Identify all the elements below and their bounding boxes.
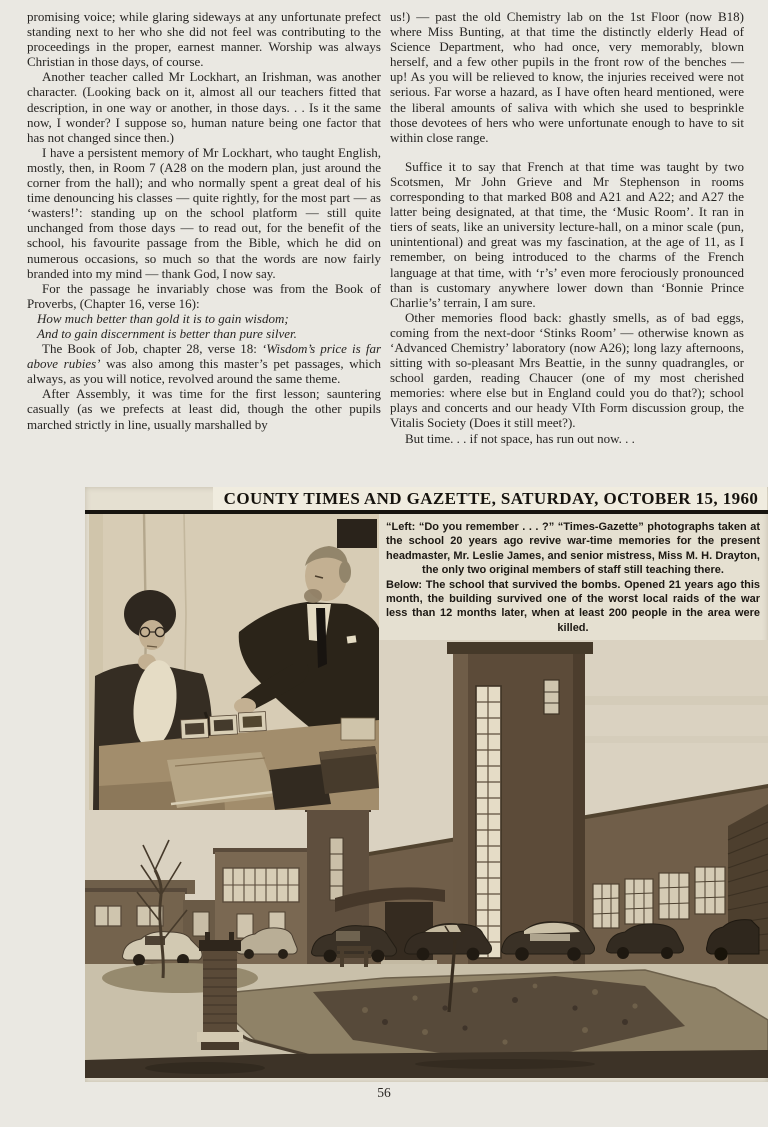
caption-paragraph: Below: The school that survived the bombs. Opened 21 years ago this month, the building survived one of the worst local raids of the war less than 12 months later, when at least 200 people in the area were killed. (386, 578, 760, 634)
article-paragraph: After Assembly, it was time for the first lesson; sauntering casually (as we prefects at least did, though the other pupils marched strictly in line, usually marshalled by (27, 386, 381, 432)
caption-paragraph: “Left: “Do you remember . . . ?” “Times-Gazette” photographs taken at the school 20 years ago revive war-time memories for the present headmaster, Mr. Leslie James, and senior mistress, Miss M. H. Drayton, the only two original members of staff still teaching there. (386, 521, 760, 577)
newspaper-masthead: COUNTY TIMES AND GAZETTE, SATURDAY, OCTOBER 15, 1960 (223, 489, 759, 508)
tower-small-window (544, 680, 559, 714)
photo-corner-mark (337, 519, 377, 548)
article-paragraph: But time. . . if not space, has run out now. . . (405, 430, 635, 446)
article-paragraph: I have a persistent memory of Mr Lockhart, who taught English, mostly, then, in Room 7 (A28 on the modern plan, just around the corner from the hall); and who normally spent a great deal of his time denouncing his classes — quite rightly, for the most part — as ‘wasters!’: standing up on the school platform — still quite unchanged from those days — to read out, for the benefit of the school, his favourite passage from the Bible, which he did on numerous occasions, so much so that the words are now fairly branded into my mind — thank God, I now say. (27, 144, 381, 281)
article-paragraph: promising voice; while glaring sideways at any unfortunate prefect standing next to her who she did not feel was contributing to the proceedings in the proper, earnest manner. Worship was always Christian in those days, of course. (27, 9, 381, 70)
article-paragraph: Another teacher called Mr Lockhart, an Irishman, was another character. (Looking back on it, almost all our teachers fitted that description, in one way or another, in those days. . . Is it the same now, I wonder? I suppose so, human nature being one factor that has not changed since then.) (27, 69, 381, 145)
newspaper-clipping (85, 487, 768, 1082)
article-paragraph: us!) — past the old Chemistry lab on the 1st Floor (now B18) where Miss Bunting, at that time the distinctly elderly Head of Science Department, who had once, very memorably, blown herself, and a few other pupils in the front row of the benches — up! As you will be relieved to know, the injuries received were not serious. Far worse a hazard, as I have often heard mentioned, were the liberal amounts of saliva with which she used to besprinkle those devotees of hers who were unfortunate enough to have to sit within close range. (390, 9, 744, 145)
article-left-column (27, 9, 381, 432)
article-paragraph: Suffice it to say that French at that time was taught by two Scotsmen, Mr John Grieve and Mr Stephenson in rooms corresponding to that marked B08 and A21 and A22; and A27 the latter being designated, at that time, the ‘Music Room’. It ran in tiers of seats, like an university lecture-hall, on a minor scale (pun, unintentional) and great was my fascination, at the age of 11, as I remember, on being introduced to the charms of the French language at that time, with ‘r’s’ even more ferociously pronounced than is customary anywhere lower down than ‘Bonnie Prince Charlie’s’ terrain, I am sure. (390, 158, 744, 310)
article-paragraph: For the passage he invariably chose was from the Book of Proverbs, (Chapter 16, verse 16): (27, 280, 381, 311)
clipping-caption (386, 520, 760, 635)
article-right-column (390, 9, 744, 446)
scripture-quote-line: And to gain discernment is better than pure silver. (37, 325, 297, 341)
interview-photo-illustration (89, 514, 379, 810)
article-paragraph: The Book of Job, chapter 28, verse 18: ‘Wisdom’s price is far above rubies’ was also among this master’s pet passages, which always, as you will notice, revolved around the same theme. (27, 341, 382, 387)
article-paragraph: Other memories flood back: ghastly smells, as of bad eggs, coming from the next-door ‘Stinks Room’ — otherwise known as ‘Advanced Chemistry’ laboratory (now A26); long lazy afternoons, sitting with so-pleasant Mrs Beattie, in the sunny quadrangles, or school garden, reading Chaucer (one of my most cherished memories: where else but in England could you do that?); school plays and concerts and our heady VIth Form discussion group, the Vitalis Society (Does it still meet?). (390, 309, 744, 431)
scripture-quote-line: How much better than gold it is to gain wisdom; (37, 310, 289, 326)
interview-photo (89, 514, 379, 810)
page-number: 56 (377, 1085, 391, 1100)
brick-pillar (197, 932, 243, 1050)
